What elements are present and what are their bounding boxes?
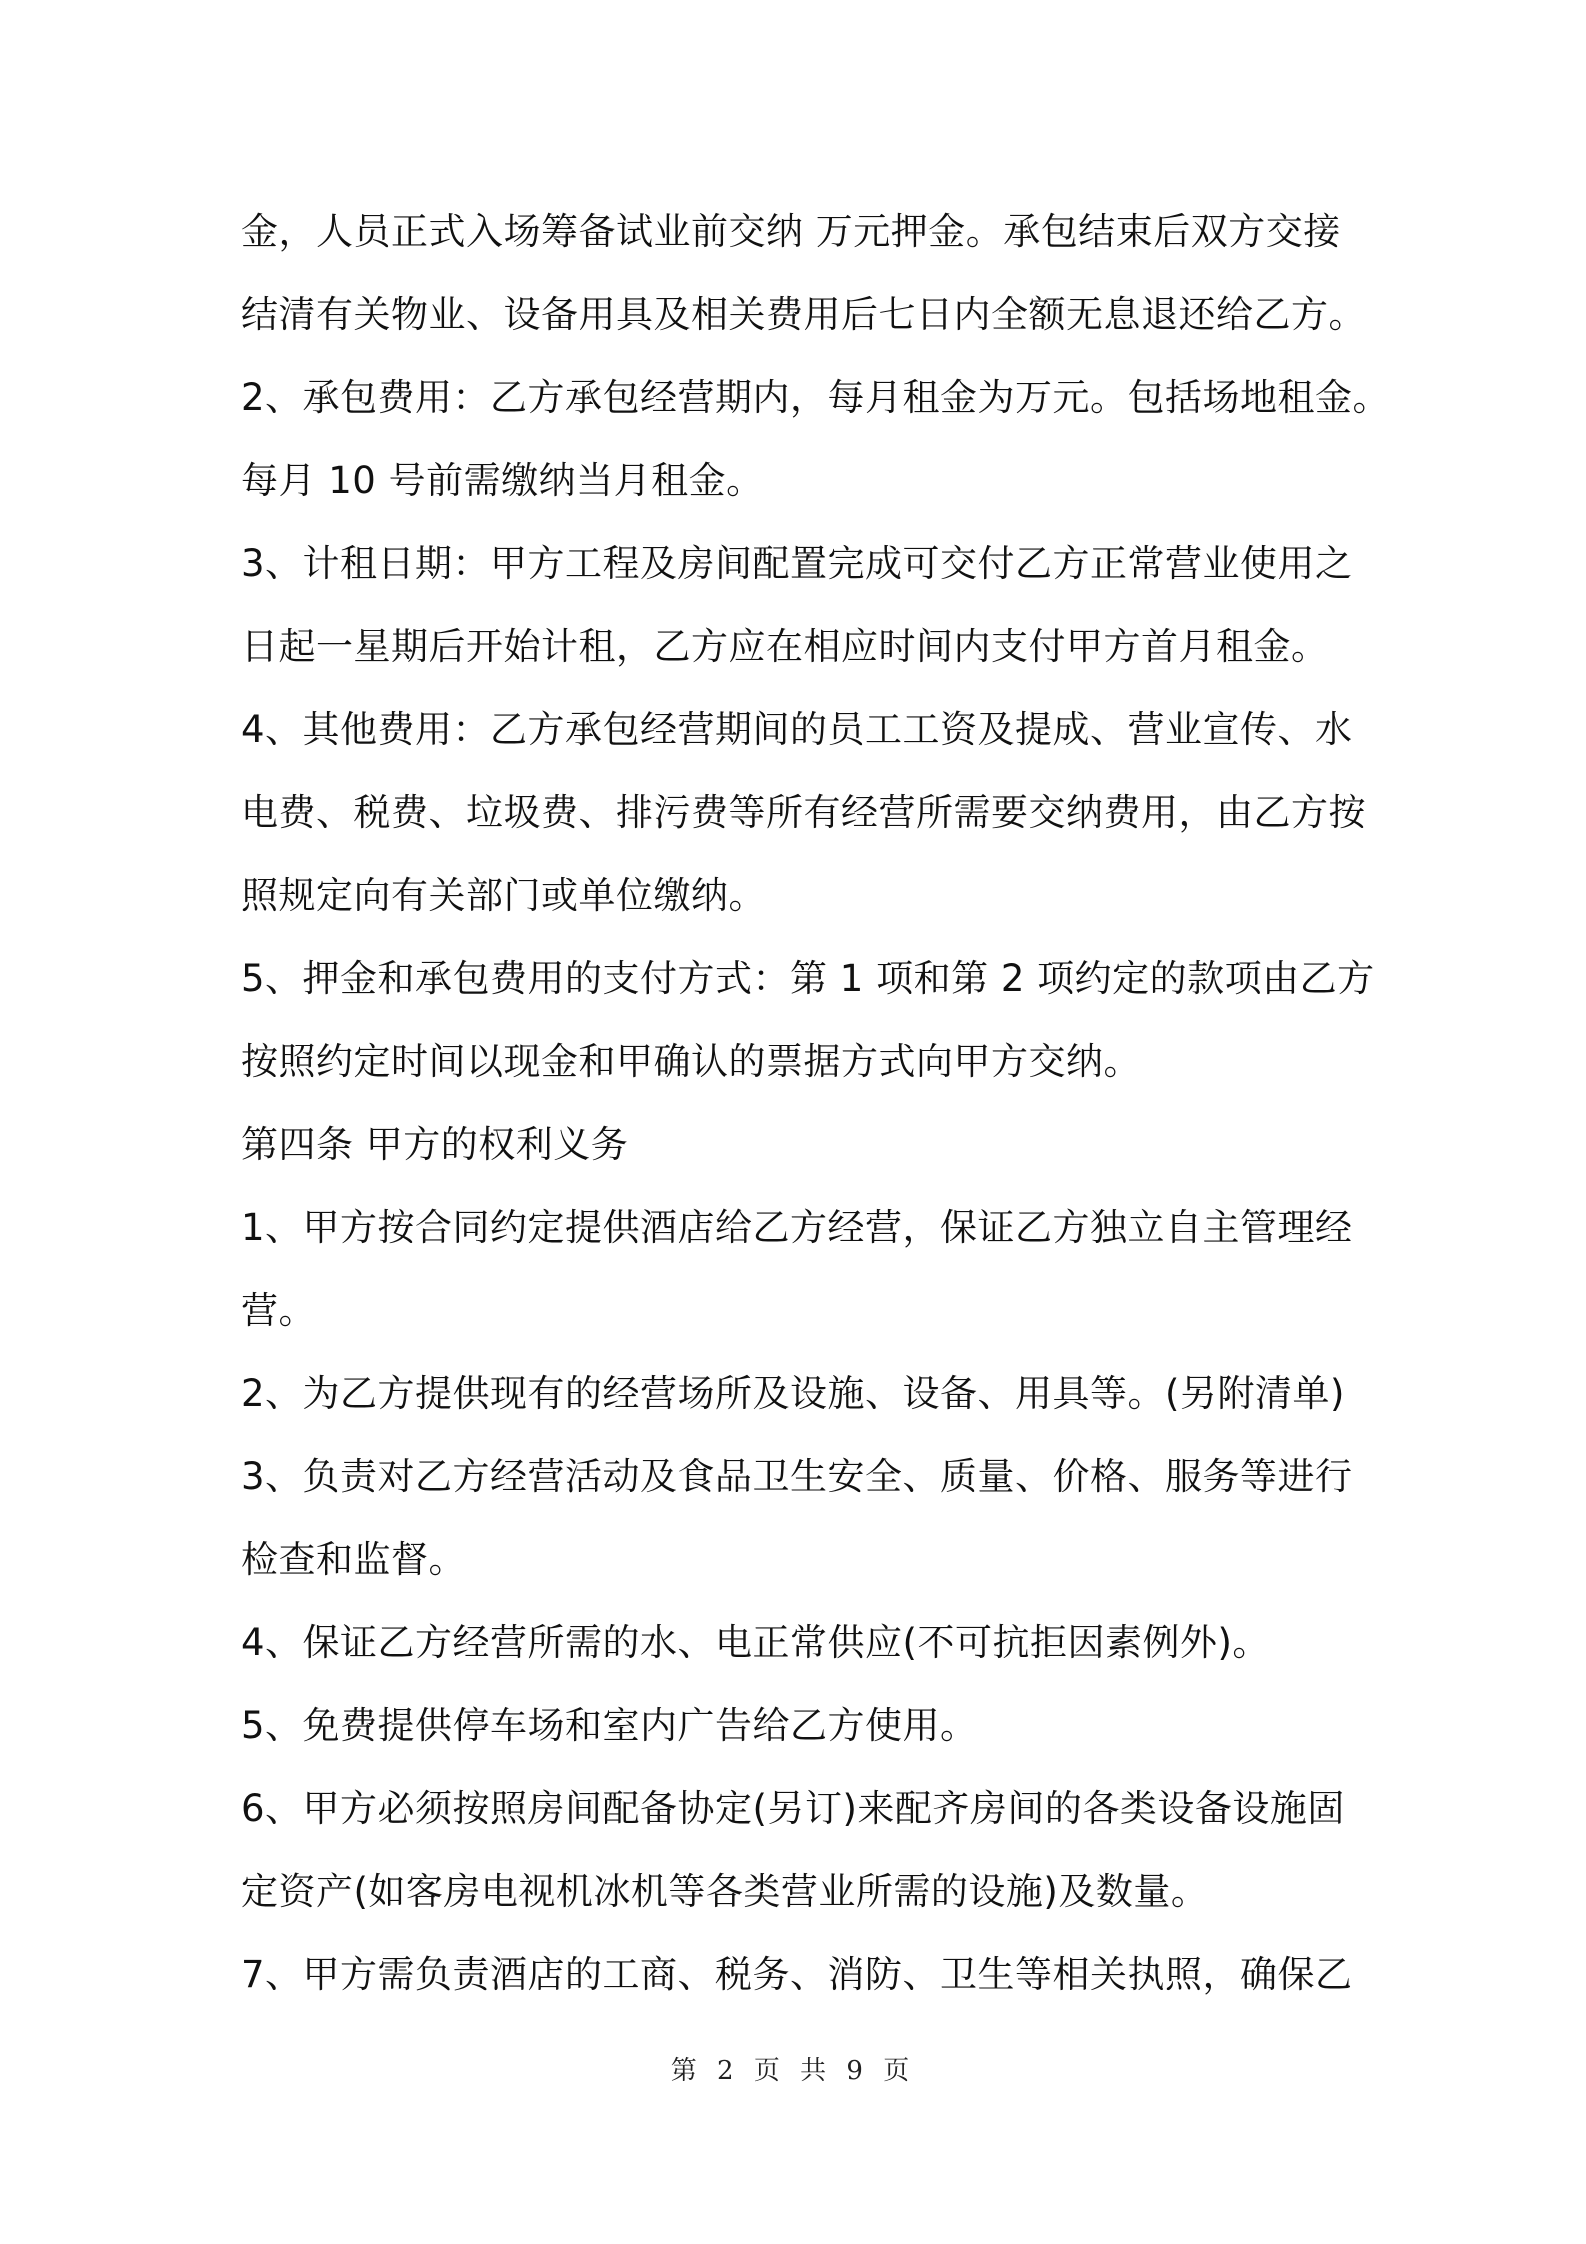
text-line: 每月 10 号前需缴纳当月租金。 [241,459,764,502]
text-line: 5、免费提供停车场和室内广告给乙方使用。 [241,1704,978,1747]
text-line: 日起一星期后开始计租，乙方应在相应时间内支付甲方首月租金。 [241,625,1329,668]
text-line: 7、甲方需负责酒店的工商、税务、消防、卫生等相关执照，确保乙 [241,1953,1353,1996]
text-line: 检查和监督。 [241,1538,466,1581]
text-line: 3、负责对乙方经营活动及食品卫生安全、质量、价格、服务等进行 [241,1455,1353,1498]
text-line: 按照约定时间以现金和甲确认的票据方式向甲方交纳。 [241,1040,1141,1083]
page-number-footer: 第 2 页 共 9 页 [670,2056,916,2086]
text-line: 4、其他费用：乙方承包经营期间的员工工资及提成、营业宣传、水 [241,708,1353,751]
text-line: 3、计租日期：甲方工程及房间配置完成可交付乙方正常营业使用之 [241,542,1353,585]
text-line: 金，人员正式入场筹备试业前交纳 万元押金。承包结束后双方交接 [241,210,1341,253]
text-line: 电费、税费、垃圾费、排污费等所有经营所需要交纳费用，由乙方按 [241,791,1366,834]
text-line: 4、保证乙方经营所需的水、电正常供应(不可抗拒因素例外)。 [241,1621,1270,1664]
text-line: 定资产(如客房电视机冰机等各类营业所需的设施)及数量。 [241,1870,1209,1913]
text-line: 照规定向有关部门或单位缴纳。 [241,874,766,917]
section-heading: 第四条 甲方的权利义务 [241,1123,629,1166]
text-line: 5、押金和承包费用的支付方式：第 1 项和第 2 项约定的款项由乙方 [241,957,1375,1000]
document-body [241,190,1391,2016]
text-line: 6、甲方必须按照房间配备协定(另订)来配齐房间的各类设备设施固 [241,1787,1345,1830]
text-line: 2、承包费用：乙方承包经营期内，每月租金为万元。包括场地租金。 [241,376,1391,419]
text-line: 结清有关物业、设备用具及相关费用后七日内全额无息退还给乙方。 [241,293,1366,336]
text-line: 营。 [241,1289,316,1332]
text-line: 1、甲方按合同约定提供酒店给乙方经营，保证乙方独立自主管理经 [241,1206,1353,1249]
text-line: 2、为乙方提供现有的经营场所及设施、设备、用具等。(另附清单) [241,1372,1345,1415]
